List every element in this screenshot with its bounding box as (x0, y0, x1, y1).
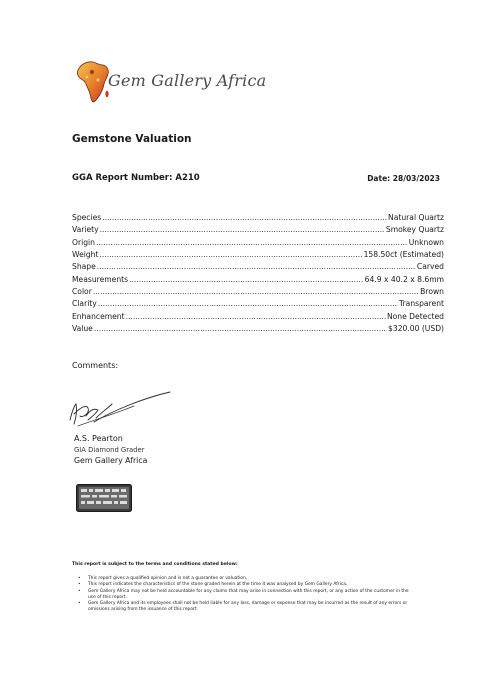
detail-row-value (72, 323, 444, 335)
detail-row-clarity (72, 298, 444, 310)
detail-row-variety (72, 224, 444, 236)
detail-row-color (72, 286, 444, 298)
detail-value: Unknown (408, 237, 444, 247)
detail-value: 158.50ct (Estimated) (363, 250, 444, 260)
detail-label: Enhancement (72, 311, 125, 321)
detail-value: Smokey Quartz (385, 225, 444, 235)
list-item: • Gem Gallery Africa may not be held accountable for any claims that may arise in connection with this report, or any action of the customer in the use of this report. (78, 588, 409, 600)
list-item: • Gem Gallery Africa and its employees shall not be held liable for any loss, damage or expense that may be incurred as the result of any errors or omissions arising from the issuance of this report. (78, 601, 408, 613)
detail-value: Carved (416, 262, 444, 272)
list-item: • This report indicates the characteristics of the stone graded herein at the time it was analysed by Gem Gallery Africa. (78, 582, 348, 588)
signer-company: Gem Gallery Africa (74, 456, 148, 465)
detail-label: Measurements (72, 274, 129, 284)
detail-value: 64.9 x 40.2 x 8.6mm (364, 274, 444, 284)
report-number: GGA Report Number: A210 (72, 173, 200, 183)
detail-label: Variety (72, 225, 99, 235)
detail-value: None Detected (386, 311, 444, 321)
terms-heading: This report is subject to the terms and conditions stated below: (72, 562, 238, 567)
report-date: Date: 28/03/2023 (367, 174, 440, 183)
page-title: Gemstone Valuation (72, 133, 192, 145)
detail-label: Value (72, 324, 93, 334)
brand-name: Gem Gallery Africa (108, 71, 267, 90)
detail-row-enhancement (72, 311, 444, 323)
detail-label: Weight (72, 250, 99, 260)
detail-row-origin (72, 237, 444, 249)
detail-label: Origin (72, 237, 95, 247)
detail-value: Natural Quartz (388, 213, 444, 222)
signer-title: GIA Diamond Grader (74, 446, 145, 454)
list-item: • This report gives a qualified opinion and is not a guarantee or valuation. (78, 576, 248, 581)
detail-row-weight (72, 249, 444, 261)
gem-details-list (72, 212, 444, 335)
detail-value: $320.00 (USD) (388, 324, 444, 334)
detail-value: Transparent (399, 299, 444, 309)
signature-icon (64, 390, 174, 438)
detail-row-shape (72, 261, 444, 273)
detail-label: Shape (72, 262, 96, 272)
detail-label: Color (72, 287, 92, 297)
detail-label: Species (72, 213, 102, 222)
terms-list (78, 576, 416, 614)
hologram-seal-icon (76, 484, 132, 512)
detail-row-measurements (72, 274, 444, 286)
comments-label: Comments: (72, 361, 119, 370)
detail-label: Clarity (72, 299, 97, 309)
detail-row-species (72, 212, 444, 224)
signer-name: A.S. Pearton (74, 434, 123, 443)
detail-value: Brown (420, 287, 444, 297)
